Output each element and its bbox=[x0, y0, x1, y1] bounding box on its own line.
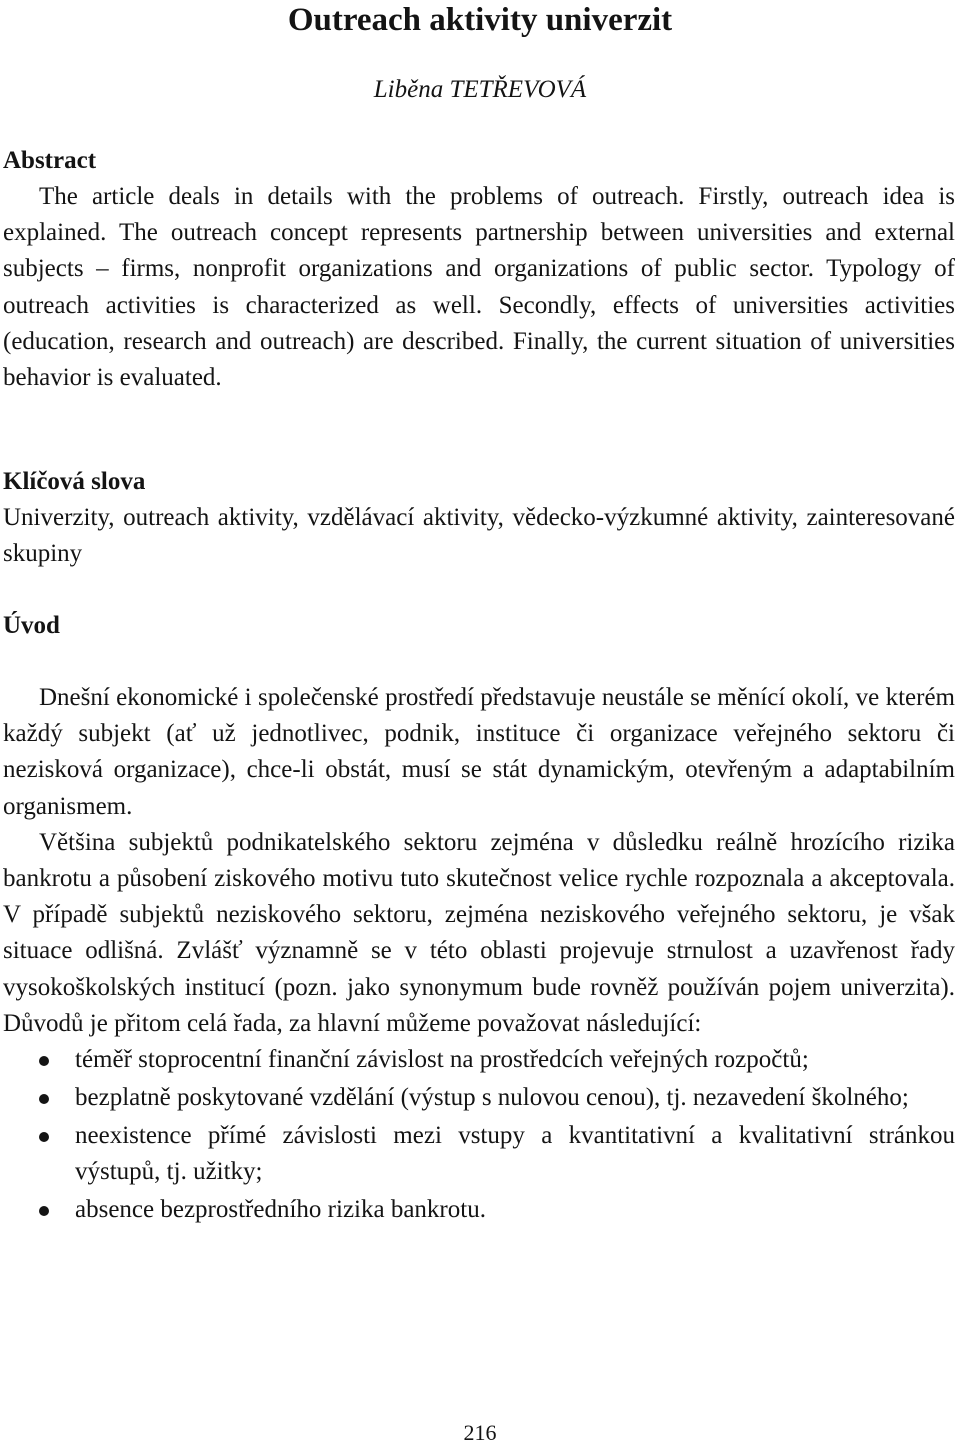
intro-paragraph-2: Většina subjektů podnikatelského sektoru zejména v důsledku reálně hrozícího rizika bankrotu a působení ziskového motivu tuto skutečnost velice rychle rozpoznala a akceptovala. V případě subjektů neziskového sektoru, zejména neziskového veřejného sektoru, je však situace odlišná. Zvlášť významně se v této oblasti projevuje strnulost a uzavřenost řady vysokoškolských institucí (pozn. jako synonymum bude rovněž používán pojem univerzita). Důvodů je přitom celá řada, za hlavní můžeme považovat následující: bbox=[3, 828, 955, 1037]
list-item-text: absence bezprostředního rizika bankrotu. bbox=[75, 1195, 486, 1223]
bullet-icon bbox=[39, 1094, 49, 1104]
intro-section bbox=[3, 680, 955, 1229]
keywords-heading: Klíčová slova bbox=[3, 468, 146, 495]
abstract-heading: Abstract bbox=[3, 147, 97, 174]
bullet-icon bbox=[39, 1056, 49, 1066]
list-item bbox=[3, 1042, 955, 1078]
list-item bbox=[3, 1192, 955, 1228]
page-number: 216 bbox=[463, 1420, 497, 1445]
abstract-section bbox=[3, 143, 955, 396]
article-title: Outreach aktivity univerzit bbox=[287, 2, 673, 38]
intro-heading: Úvod bbox=[3, 612, 60, 639]
list-item-text: neexistence přímé závislosti mezi vstupy a kvantitativní a kvalitativní stránkou výstupů, tj. užitky; bbox=[75, 1121, 955, 1185]
list-item bbox=[3, 1118, 955, 1190]
list-item bbox=[3, 1080, 955, 1116]
keywords-section bbox=[3, 464, 955, 572]
abstract-text: The article deals in details with the problems of outreach. Firstly, outreach idea is explained. The outreach concept represents partnership between universities and external subjects – firms, nonprofit organizations and organizations of public sector. Typology of outreach activities is characterized as well. Secondly, effects of universities activities (education, research and outreach) are described. Finally, the current situation of universities behavior is evaluated. bbox=[3, 183, 955, 392]
keywords-text: Univerzity, outreach aktivity, vzdělávací aktivity, vědecko-výzkumné aktivity, zainteresované skupiny bbox=[3, 504, 955, 568]
list-item-text: bezplatně poskytované vzdělání (výstup s nulovou cenou), tj. nezavedení školného; bbox=[75, 1083, 909, 1111]
bullet-icon bbox=[39, 1132, 49, 1142]
list-item-text: téměř stoprocentní finanční závislost na prostředcích veřejných rozpočtů; bbox=[75, 1046, 809, 1074]
bullet-icon bbox=[39, 1206, 49, 1216]
author-name: Liběna TETŘEVOVÁ bbox=[373, 76, 587, 103]
intro-paragraph-1: Dnešní ekonomické i společenské prostředí představuje neustále se měnící okolí, ve kterém každý subjekt (ať už jednotlivec, podnik, instituce či organizace veřejného sektoru či nezisková organizace), chce-li obstát, musí se stát dynamickým, otevřeným a adaptabilním organismem. bbox=[3, 684, 955, 820]
reasons-list bbox=[3, 1042, 955, 1228]
